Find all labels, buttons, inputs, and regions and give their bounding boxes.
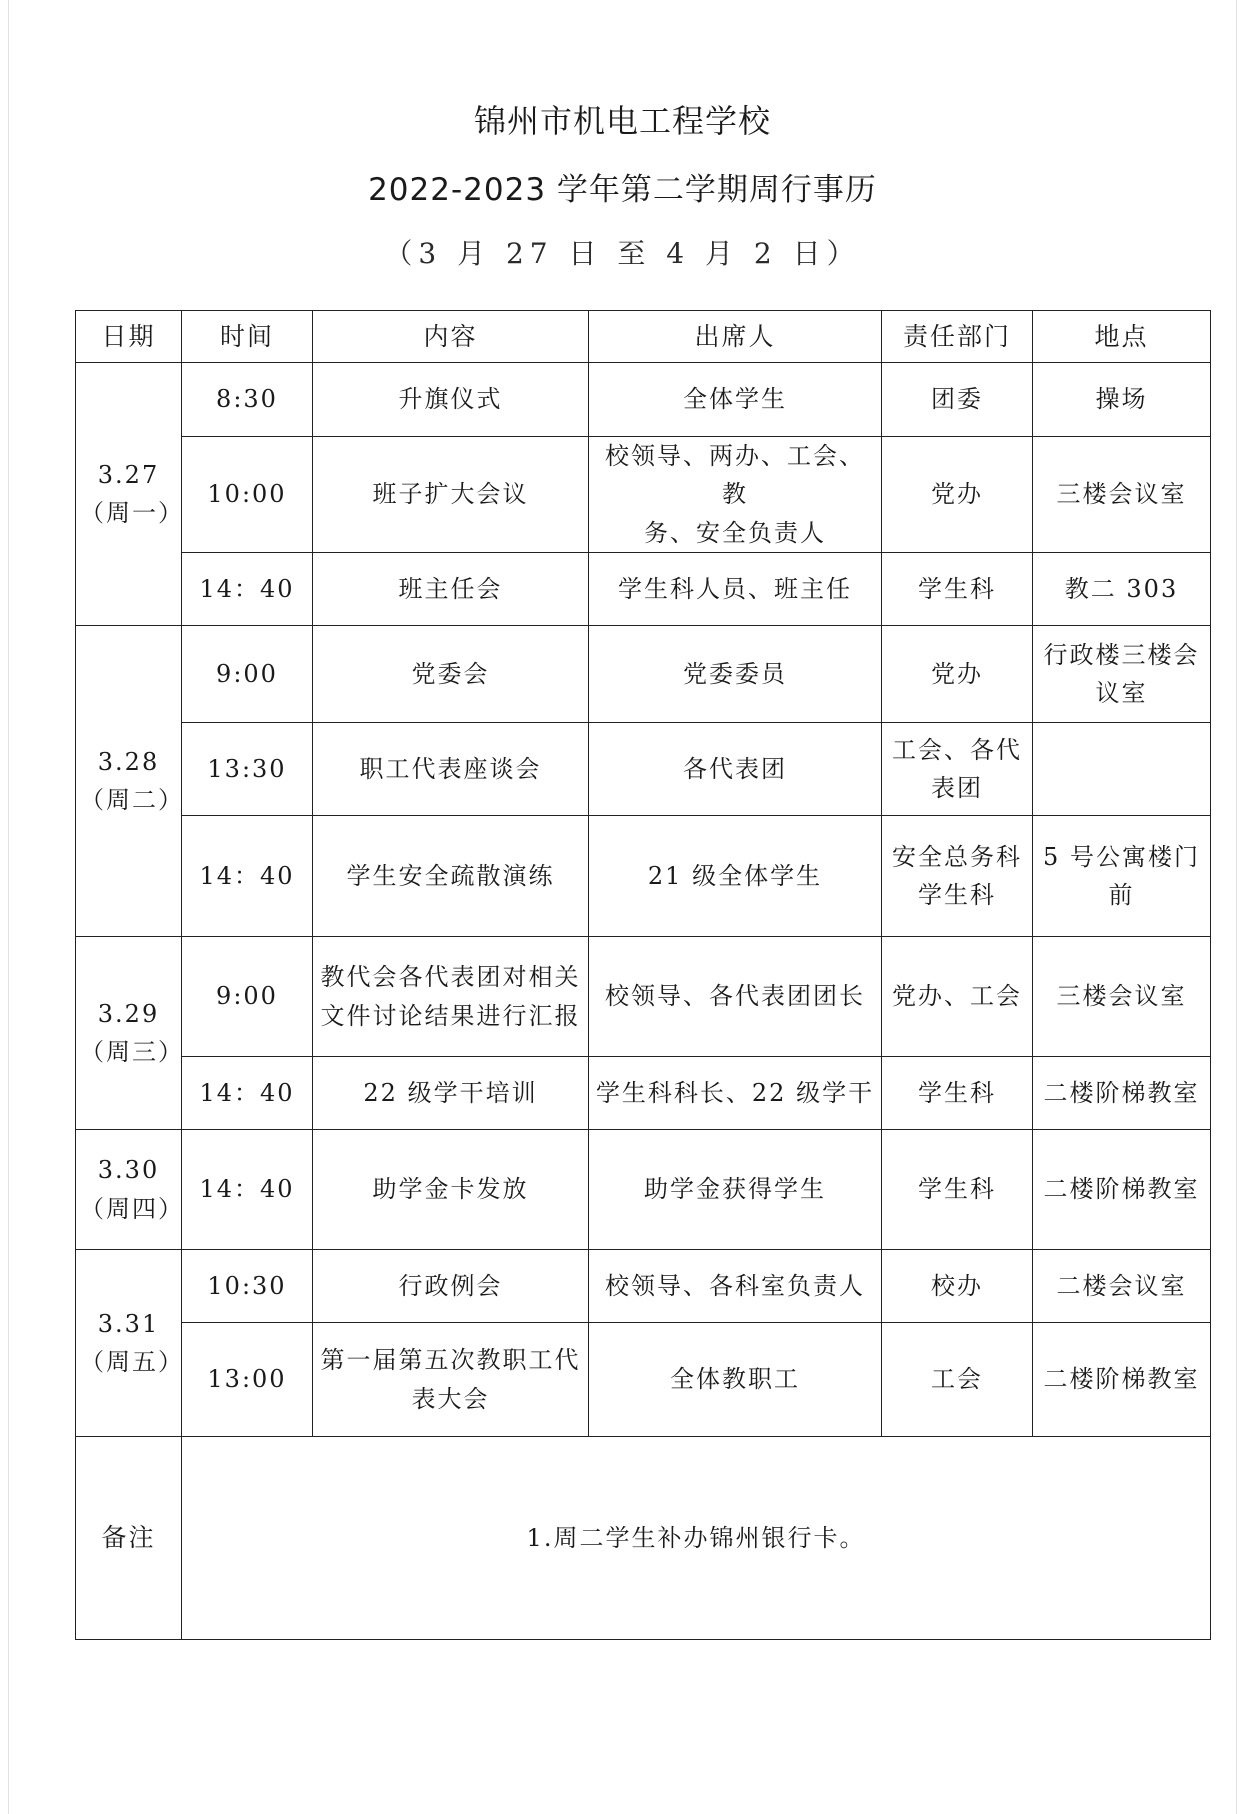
attendees-cell: 全体学生 xyxy=(589,363,882,437)
table-row xyxy=(76,1250,1211,1323)
attendees-cell: 学生科科长、22 级学干 xyxy=(589,1057,882,1130)
table-row xyxy=(76,1130,1211,1250)
place-cell: 二楼阶梯教室 xyxy=(1033,1057,1211,1130)
date-cell: 3.30 （周四） xyxy=(76,1130,182,1250)
department-cell: 党办 xyxy=(882,437,1033,553)
content-cell: 班子扩大会议 xyxy=(313,437,589,553)
date-cell: 3.27 （周一） xyxy=(76,363,182,626)
place-cell: 5 号公寓楼门 前 xyxy=(1033,816,1211,937)
content-cell: 行政例会 xyxy=(313,1250,589,1323)
attendees-cell: 全体教职工 xyxy=(589,1323,882,1437)
table-row xyxy=(76,553,1211,626)
department-cell: 党办 xyxy=(882,626,1033,723)
term-title: 2022-2023 学年第二学期周行事历 xyxy=(368,172,877,208)
attendees-cell: 校领导、各科室负责人 xyxy=(589,1250,882,1323)
content-cell: 党委会 xyxy=(313,626,589,723)
place-cell: 二楼阶梯教室 xyxy=(1033,1323,1211,1437)
table-row xyxy=(76,937,1211,1057)
date-cell: 3.28 （周二） xyxy=(76,626,182,937)
time-cell: 13:00 xyxy=(182,1323,313,1437)
content-cell: 22 级学干培训 xyxy=(313,1057,589,1130)
content-cell: 助学金卡发放 xyxy=(313,1130,589,1250)
table-row xyxy=(76,363,1211,437)
time-cell: 14：40 xyxy=(182,816,313,937)
time-cell: 14：40 xyxy=(182,1130,313,1250)
place-cell: 行政楼三楼会 议室 xyxy=(1033,626,1211,723)
time-cell: 8:30 xyxy=(182,363,313,437)
left-scan-edge xyxy=(8,0,9,1814)
school-title: 锦州市机电工程学校 xyxy=(473,102,771,140)
table-row xyxy=(76,723,1211,816)
place-cell: 教二 303 xyxy=(1033,553,1211,626)
department-cell: 学生科 xyxy=(882,1130,1033,1250)
department-cell: 工会、各代 表团 xyxy=(882,723,1033,816)
date-cell: 3.29 （周三） xyxy=(76,937,182,1130)
table-row xyxy=(76,626,1211,723)
place-cell: 三楼会议室 xyxy=(1033,437,1211,553)
right-scan-edge xyxy=(1236,0,1237,1814)
weekly-calendar-table xyxy=(75,310,1211,1640)
table-row xyxy=(76,1323,1211,1437)
header-place: 地点 xyxy=(1033,311,1211,363)
header-row xyxy=(76,311,1211,363)
attendees-cell: 校领导、各代表团团长 xyxy=(589,937,882,1057)
content-cell: 学生安全疏散演练 xyxy=(313,816,589,937)
attendees-cell: 校领导、两办、工会、教 务、安全负责人 xyxy=(589,437,882,553)
place-cell: 操场 xyxy=(1033,363,1211,437)
time-cell: 9:00 xyxy=(182,937,313,1057)
notes-label: 备注 xyxy=(76,1437,182,1640)
content-cell: 第一届第五次教职工代 表大会 xyxy=(313,1323,589,1437)
header-department: 责任部门 xyxy=(882,311,1033,363)
content-cell: 升旗仪式 xyxy=(313,363,589,437)
attendees-cell: 21 级全体学生 xyxy=(589,816,882,937)
content-cell: 班主任会 xyxy=(313,553,589,626)
attendees-cell: 各代表团 xyxy=(589,723,882,816)
header-attendees: 出席人 xyxy=(589,311,882,363)
time-cell: 9:00 xyxy=(182,626,313,723)
table-row xyxy=(76,1057,1211,1130)
attendees-cell: 党委委员 xyxy=(589,626,882,723)
time-cell: 10:00 xyxy=(182,437,313,553)
department-cell: 学生科 xyxy=(882,1057,1033,1130)
header-time: 时间 xyxy=(182,311,313,363)
date-range: （3 月 27 日 至 4 月 2 日） xyxy=(384,237,861,270)
date-cell: 3.31 （周五） xyxy=(76,1250,182,1437)
notes-text: 1.周二学生补办锦州银行卡。 xyxy=(182,1437,1211,1640)
place-cell: 二楼阶梯教室 xyxy=(1033,1130,1211,1250)
header-date: 日期 xyxy=(76,311,182,363)
department-cell: 团委 xyxy=(882,363,1033,437)
department-cell: 党办、工会 xyxy=(882,937,1033,1057)
attendees-cell: 助学金获得学生 xyxy=(589,1130,882,1250)
content-cell: 教代会各代表团对相关 文件讨论结果进行汇报 xyxy=(313,937,589,1057)
table-row xyxy=(76,816,1211,937)
place-cell xyxy=(1033,723,1211,816)
notes-row xyxy=(76,1437,1211,1640)
department-cell: 学生科 xyxy=(882,553,1033,626)
attendees-cell: 学生科人员、班主任 xyxy=(589,553,882,626)
place-cell: 二楼会议室 xyxy=(1033,1250,1211,1323)
content-cell: 职工代表座谈会 xyxy=(313,723,589,816)
header-content: 内容 xyxy=(313,311,589,363)
time-cell: 13:30 xyxy=(182,723,313,816)
department-cell: 校办 xyxy=(882,1250,1033,1323)
time-cell: 14：40 xyxy=(182,1057,313,1130)
table-row xyxy=(76,437,1211,553)
time-cell: 10:30 xyxy=(182,1250,313,1323)
department-cell: 安全总务科 学生科 xyxy=(882,816,1033,937)
time-cell: 14：40 xyxy=(182,553,313,626)
place-cell: 三楼会议室 xyxy=(1033,937,1211,1057)
department-cell: 工会 xyxy=(882,1323,1033,1437)
